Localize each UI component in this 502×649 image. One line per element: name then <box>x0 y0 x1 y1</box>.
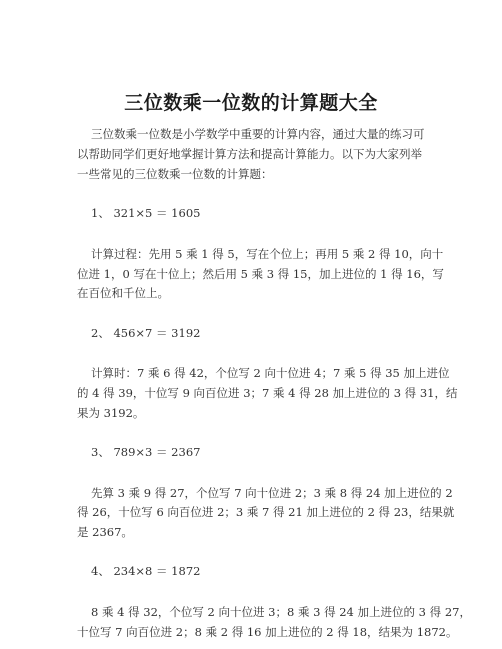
problem-heading: 4、 234×8 ＝ 1872 <box>91 564 201 578</box>
problem-line: 的 4 得 39，十位写 9 向百位进 3；7 乘 4 得 28 加上进位的 3 得 31，结 <box>77 386 458 400</box>
problem-line: 计算过程：先用 5 乘 1 得 5，写在个位上；再用 5 乘 2 得 10，向十 <box>91 247 444 261</box>
problem-line: 是 2367。 <box>77 525 133 539</box>
problem-line: 得 26，十位写 6 向百位进 2；3 乘 7 得 21 加上进位的 2 得 23，结果就 <box>77 505 455 519</box>
problem-heading: 1、 321×5 ＝ 1605 <box>91 206 201 220</box>
problem-line: 十位写 7 向百位进 2；8 乘 2 得 16 加上进位的 2 得 18，结果为 1872。 <box>77 625 458 639</box>
problem-line: 先算 3 乘 9 得 27，个位写 7 向十位进 2；3 乘 8 得 24 加上进位的 2 <box>91 486 453 500</box>
problem-line: 在百位和千位上。 <box>77 286 169 300</box>
intro-line: 三位数乘一位数是小学数学中重要的计算内容，通过大量的练习可 <box>91 127 425 141</box>
problem-heading: 3、 789×3 ＝ 2367 <box>91 445 201 459</box>
page-title: 三位数乘一位数的计算题大全 <box>124 92 378 114</box>
problem-heading: 2、 456×7 ＝ 3192 <box>91 326 201 340</box>
problem-line: 8 乘 4 得 32，个位写 2 向十位进 3；8 乘 3 得 24 加上进位的 3 得 27， <box>91 605 471 619</box>
problem-line: 位进 1，0 写在十位上；然后用 5 乘 3 得 15，加上进位的 1 得 16，写 <box>77 267 444 281</box>
intro-line: 一些常见的三位数乘一位数的计算题： <box>77 167 273 181</box>
problem-line: 计算时：7 乘 6 得 42，个位写 2 向十位进 4；7 乘 5 得 35 加上进位 <box>91 366 450 380</box>
intro-line: 以帮助同学们更好地掌握计算方法和提高计算能力。以下为大家列举 <box>77 147 422 161</box>
problem-line: 果为 3192。 <box>77 406 145 420</box>
